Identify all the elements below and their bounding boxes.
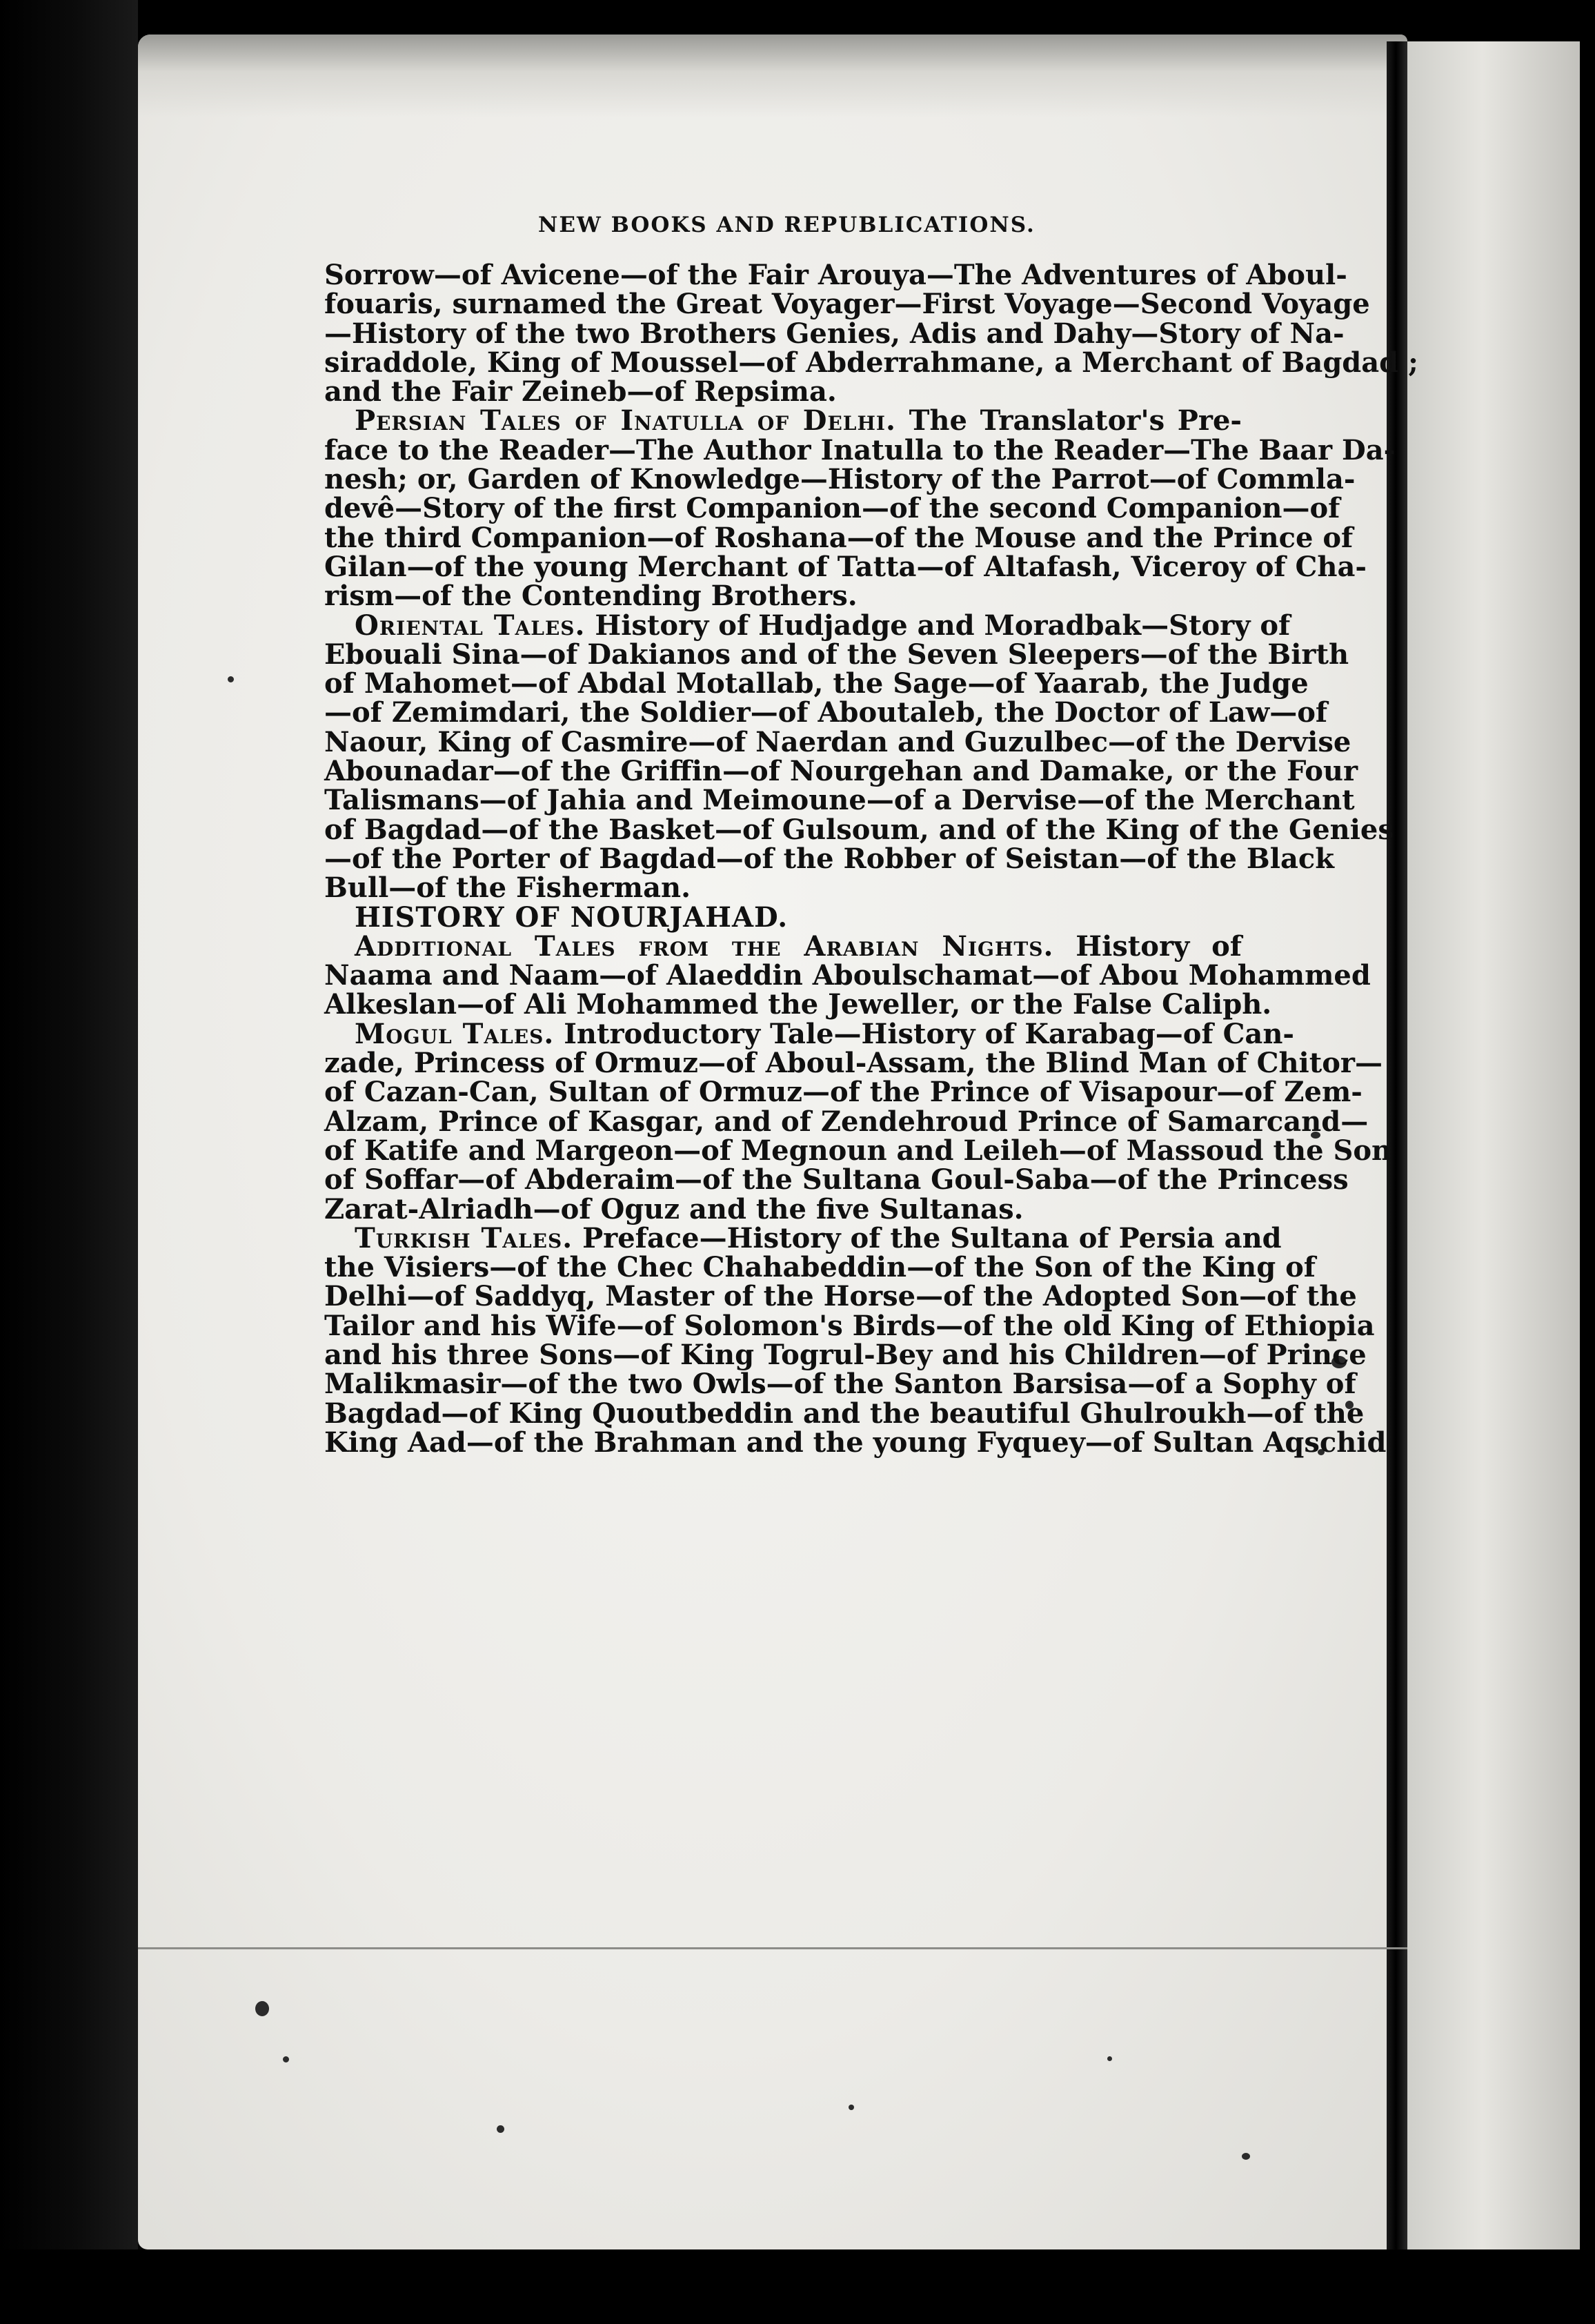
- line-text: History of: [1053, 929, 1242, 963]
- line-text: Gilan—of the young Merchant of Tatta—of Altafash, Viceroy of Cha-: [324, 550, 1367, 583]
- text-line: [324, 582, 1242, 611]
- text-line: [324, 1338, 1367, 1371]
- text-line: [324, 317, 1345, 350]
- page-stain: [138, 35, 1407, 117]
- text-line: [324, 900, 1242, 934]
- running-head: NEW BOOKS AND REPUBLICATIONS.: [538, 213, 1036, 237]
- line-text: Naour, King of Casmire—of Naerdan and Guzulbec—of the Dervise: [324, 725, 1351, 758]
- text-line: [324, 377, 1242, 406]
- speck: [1242, 2153, 1250, 2160]
- line-text: of Mahomet—of Abdal Motallab, the Sage—of Yaarab, the Judge: [324, 667, 1309, 700]
- line-text: —of the Porter of Bagdad—of the Robber of Seistan—of the Black: [324, 842, 1334, 875]
- line-text: of Soffar—of Abderaim—of the Sultana Goul-Saba—of the Princess: [324, 1163, 1349, 1197]
- text-line: [324, 1134, 1392, 1167]
- facing-page-edge: [1407, 41, 1595, 2249]
- text-line: [324, 521, 1354, 554]
- text-line: [324, 1163, 1349, 1197]
- text-line: [324, 638, 1349, 671]
- line-text: and his three Sons—of King Togrul-Bey and his Children—of Prince: [324, 1338, 1367, 1371]
- text-line: [324, 988, 1272, 1021]
- line-text: Talismans—of Jahia and Meimoune—of a Dervise—of the Merchant: [324, 784, 1355, 817]
- line-text: Abounadar—of the Griffin—of Nourgehan and Damake, or the Four: [324, 755, 1358, 788]
- line-text: of Bagdad—of the Basket—of Gulsoum, and of the King of the Genies: [324, 813, 1394, 846]
- line-text: the Visiers—of the Chec Chahabeddin—of the Son of the King of: [324, 1251, 1316, 1284]
- line-text: Naama and Naam—of Alaeddin Aboulschamat—of Abou Mohammed: [324, 959, 1371, 992]
- line-text: Alkeslan—of Ali Mohammed the Jeweller, or the False Caliph.: [324, 988, 1272, 1021]
- text-line: [324, 492, 1340, 525]
- text-line: [324, 1017, 1295, 1050]
- line-text: zade, Princess of Ormuz—of Aboul-Assam, the Blind Man of Chitor—: [324, 1047, 1383, 1080]
- line-text: Zarat-Alriadh—of Oguz and the five Sultanas.: [324, 1192, 1024, 1225]
- line-text: Bull—of the Fisherman.: [324, 872, 691, 905]
- line-text: fouaris, surnamed the Great Voyager—First Voyage—Second Voyage: [324, 288, 1370, 321]
- text-line: [324, 1426, 1387, 1459]
- text-line: [324, 346, 1418, 379]
- line-text: History of Hudjadge and Moradbak—Story of: [585, 609, 1291, 642]
- line-text: of Cazan-Can, Sultan of Ormuz—of the Prince of Visapour—of Zem-: [324, 1076, 1363, 1109]
- text-line: [324, 1280, 1357, 1313]
- speck: [255, 2001, 269, 2016]
- section-heading: Additional Tales from the Arabian Nights.: [355, 929, 1054, 963]
- text-line: [324, 1309, 1375, 1342]
- text-line: [324, 784, 1355, 817]
- text-line: [324, 406, 1242, 435]
- text-line: [324, 463, 1356, 496]
- speck: [1107, 2056, 1112, 2061]
- section-heading: HISTORY OF NOURJAHAD.: [355, 900, 789, 934]
- film-border-right: [1580, 0, 1595, 2324]
- speck: [849, 2105, 854, 2110]
- text-line: [324, 929, 1242, 963]
- line-text: Preface—History of the Sultana of Persia and: [573, 1221, 1282, 1254]
- text-line: [324, 755, 1358, 788]
- text-line: [324, 725, 1351, 758]
- line-text: Ebouali Sina—of Dakianos and of the Seven Sleepers—of the Birth: [324, 638, 1349, 671]
- text-line: [324, 1397, 1365, 1430]
- line-text: face to the Reader—The Author Inatulla to the Reader—The Baar Da-: [324, 433, 1396, 466]
- line-text: Malikmasir—of the two Owls—of the Santon Barsisa—of a Sophy of: [324, 1368, 1356, 1401]
- line-text: —History of the two Brothers Genies, Adis and Dahy—Story of Na-: [324, 317, 1345, 350]
- line-text: the third Companion—of Roshana—of the Mouse and the Prince of: [324, 521, 1354, 554]
- section-heading: Mogul Tales.: [355, 1017, 555, 1050]
- section-heading: Oriental Tales.: [355, 609, 586, 642]
- text-line: [324, 1105, 1369, 1138]
- text-line: [324, 874, 1242, 903]
- section-heading: Persian Tales of Inatulla of Delhi.: [355, 404, 896, 437]
- line-text: Alzam, Prince of Kasgar, and of Zendehroud Prince of Samarcand—: [324, 1105, 1369, 1138]
- film-border-left: [0, 0, 138, 2324]
- text-line: [324, 1076, 1363, 1109]
- text-line: [324, 1047, 1383, 1080]
- line-text: The Translator's Pre-: [895, 404, 1242, 437]
- line-text: nesh; or, Garden of Knowledge—History of the Parrot—of Commla-: [324, 463, 1356, 496]
- line-text: Bagdad—of King Quoutbeddin and the beautiful Ghulroukh—of the: [324, 1397, 1365, 1430]
- line-text: Tailor and his Wife—of Solomon's Birds—of the old King of Ethiopia: [324, 1309, 1375, 1342]
- line-text: Introductory Tale—History of Karabag—of Can-: [554, 1017, 1295, 1050]
- line-text: siraddole, King of Moussel—of Abderrahmane, a Merchant of Bagdad ;: [324, 346, 1418, 379]
- text-line: [324, 259, 1347, 291]
- text-line: [324, 696, 1328, 729]
- speck: [228, 676, 234, 682]
- page-bottom-rule: [138, 1947, 1407, 1949]
- film-border-bottom: [0, 2249, 1595, 2324]
- line-text: of Katife and Margeon—of Megnoun and Leileh—of Massoud the Son: [324, 1134, 1392, 1167]
- text-line: [324, 288, 1370, 321]
- speck: [283, 2056, 289, 2062]
- line-text: Sorrow—of Avicene—of the Fair Arouya—The Adventures of Aboul-: [324, 259, 1347, 291]
- text-line: [324, 1192, 1242, 1225]
- text-line: [324, 1251, 1316, 1284]
- line-text: Delhi—of Saddyq, Master of the Horse—of the Adopted Son—of the: [324, 1280, 1357, 1313]
- text-line: [324, 609, 1291, 642]
- line-text: rism—of the Contending Brothers.: [324, 580, 858, 613]
- body-text: [324, 259, 1418, 1459]
- line-text: —of Zemimdari, the Soldier—of Aboutaleb, the Doctor of Law—of: [324, 696, 1328, 729]
- text-line: [324, 813, 1394, 846]
- text-line: [324, 1368, 1356, 1401]
- speck: [497, 2125, 504, 2133]
- text-line: [324, 433, 1396, 466]
- section-heading: Turkish Tales.: [355, 1221, 573, 1254]
- line-text: King Aad—of the Brahman and the young Fyquey—of Sultan Aqschid: [324, 1426, 1387, 1459]
- text-line: [324, 842, 1334, 875]
- line-text: devê—Story of the first Companion—of the second Companion—of: [324, 492, 1340, 525]
- line-text: and the Fair Zeineb—of Repsima.: [324, 375, 837, 408]
- text-line: [324, 1221, 1282, 1254]
- text-line: [324, 959, 1371, 992]
- text-line: [324, 667, 1309, 700]
- text-line: [324, 550, 1367, 583]
